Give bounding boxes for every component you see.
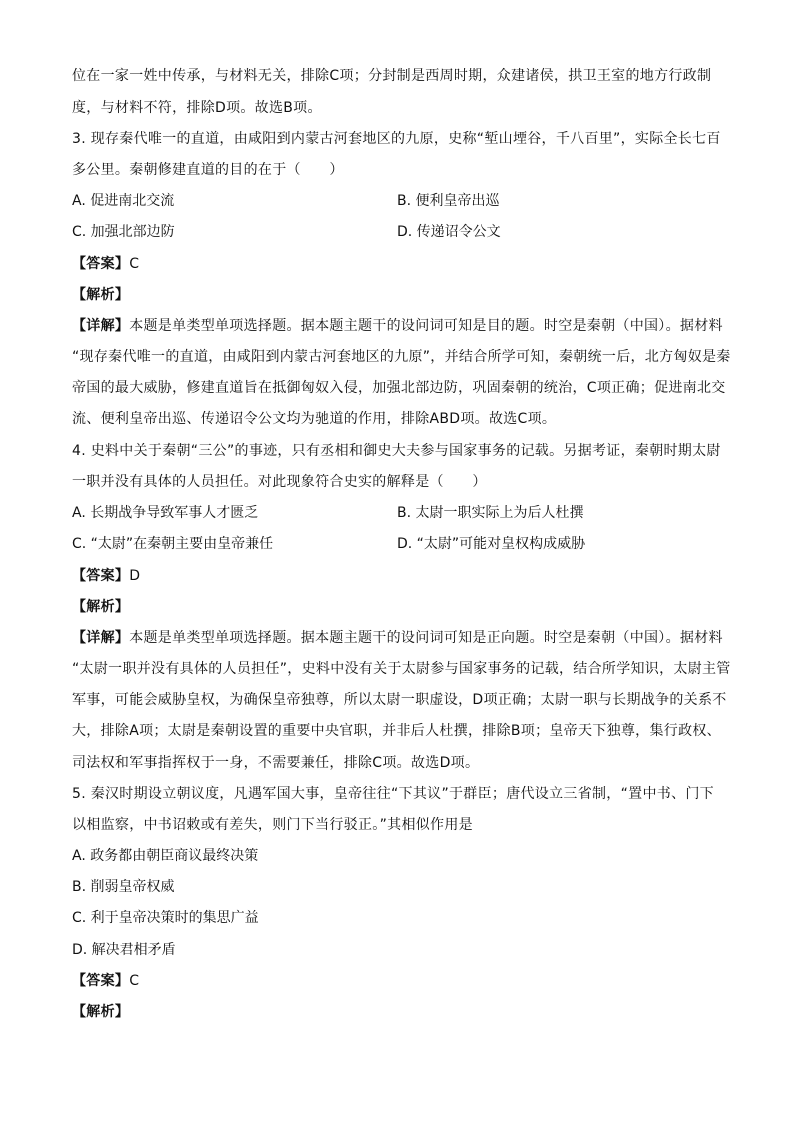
- q3-detail-line-1: 【详解】本题是单类型单项选择题。据本题主题干的设问词可知是目的题。时空是秦朝（中国）。据材料: [72, 318, 723, 334]
- q5-stem-line-1: 5. 秦汉时期设立朝议度，凡遇军国大事，皇帝往往“下其议”于群臣；唐代设立三省制，“置中书、门下: [72, 786, 714, 802]
- q3-stem-line-1: 3. 现存秦代唯一的直道，由咸阳到内蒙古河套地区的九原，史称“堑山堙谷，千八百里”，实际全长七百: [72, 131, 721, 147]
- q4-detail-line-5: 司法权和军事指挥权于一身，不需要兼任，排除C项。故选D项。: [72, 755, 480, 771]
- q3-detail-line-4: 流、便利皇帝出巡、传递诏令公文均为驰道的作用，排除ABD项。故选C项。: [72, 411, 557, 427]
- q3-answer-value: C: [129, 256, 140, 272]
- q3-answer: [72, 254, 732, 274]
- q4-stem-line-1: 4. 史料中关于秦朝“三公”的事迹，只有丞相和御史大夫参与国家事务的记载。另据考证，秦朝时期太尉: [72, 443, 721, 459]
- q4-option-b: B. 太尉一职实际上为后人杜撰: [397, 505, 584, 521]
- q3-detail-line-3: 帝国的最大威胁，修建直道旨在抵御匈奴入侵，加强北部边防，巩固秦朝的统治，C项正确；促进南北交: [72, 380, 726, 396]
- q3-analysis-tag: 【解析】: [72, 287, 130, 303]
- q5-option-d: D. 解决君相矛盾: [72, 942, 176, 958]
- q3-option-a: A. 促进南北交流: [72, 193, 175, 209]
- q5-answer-value: C: [129, 973, 140, 989]
- q5-option-b: B. 削弱皇帝权威: [72, 879, 175, 895]
- q4-analysis-tag: 【解析】: [72, 599, 130, 615]
- q3-answer-tag: 【答案】: [72, 256, 130, 272]
- q5-answer-tag: 【答案】: [72, 973, 130, 989]
- q4-answer-tag: 【答案】: [72, 568, 130, 584]
- q4-option-c: C. “太尉”在秦朝主要由皇帝兼任: [72, 536, 274, 552]
- q3-option-b: B. 便利皇帝出巡: [397, 193, 500, 209]
- q4-detail-line-3: 军事，可能会威胁皇权，为确保皇帝独尊，所以太尉一职虚设，D项正确；太尉一职与长期战争的关系不: [72, 692, 727, 708]
- q5-option-c: C. 利于皇帝决策时的集思广益: [72, 910, 259, 926]
- q3-detail-tag: 【详解】: [72, 318, 130, 334]
- q5-option-a: A. 政务都由朝臣商议最终决策: [72, 848, 259, 864]
- q4-detail-line-2: “太尉一职并没有具体的人员担任”，史料中没有关于太尉参与国家事务的记载，结合所学知识，太尉主管: [72, 661, 731, 677]
- q3-detail-line-2: “现存秦代唯一的直道，由咸阳到内蒙古河套地区的九原”，并结合所学可知，秦朝统一后，北方匈奴是秦: [72, 349, 731, 365]
- intro-line-2: 度，与材料不符，排除D项。故选B项。: [72, 100, 322, 116]
- q5-answer: [72, 971, 732, 991]
- q5-analysis-tag: 【解析】: [72, 1004, 130, 1020]
- q5-stem-line-2: 以相监察，中书诏敕或有差失，则门下当行驳正。”其相似作用是: [72, 817, 473, 833]
- q3-option-c: C. 加强北部边防: [72, 224, 175, 240]
- q3-stem-line-2: 多公里。秦朝修建直道的目的在于（ ）: [72, 162, 344, 178]
- q4-detail-tag: 【详解】: [72, 630, 130, 646]
- intro-line-1: 位在一家一姓中传承，与材料无关，排除C项；分封制是西周时期，众建诸侯，拱卫王室的地方行政制: [72, 68, 712, 84]
- q4-answer-value: D: [129, 568, 141, 584]
- q4-option-d: D. “太尉”可能对皇权构成威胁: [397, 536, 586, 552]
- q4-option-a: A. 长期战争导致军事人才匮乏: [72, 505, 259, 521]
- q4-answer: [72, 566, 732, 586]
- q4-detail-line-1: 【详解】本题是单类型单项选择题。据本题主题干的设问词可知是正向题。时空是秦朝（中国）。据材料: [72, 630, 723, 646]
- q4-detail-line-4: 大，排除A项；太尉是秦朝设置的重要中央官职，并非后人杜撰，排除B项；皇帝天下独尊，集行政权、: [72, 723, 721, 739]
- q4-stem-line-2: 一职并没有具体的人员担任。对此现象符合史实的解释是（ ）: [72, 474, 487, 490]
- q3-option-d: D. 传递诏令公文: [397, 224, 501, 240]
